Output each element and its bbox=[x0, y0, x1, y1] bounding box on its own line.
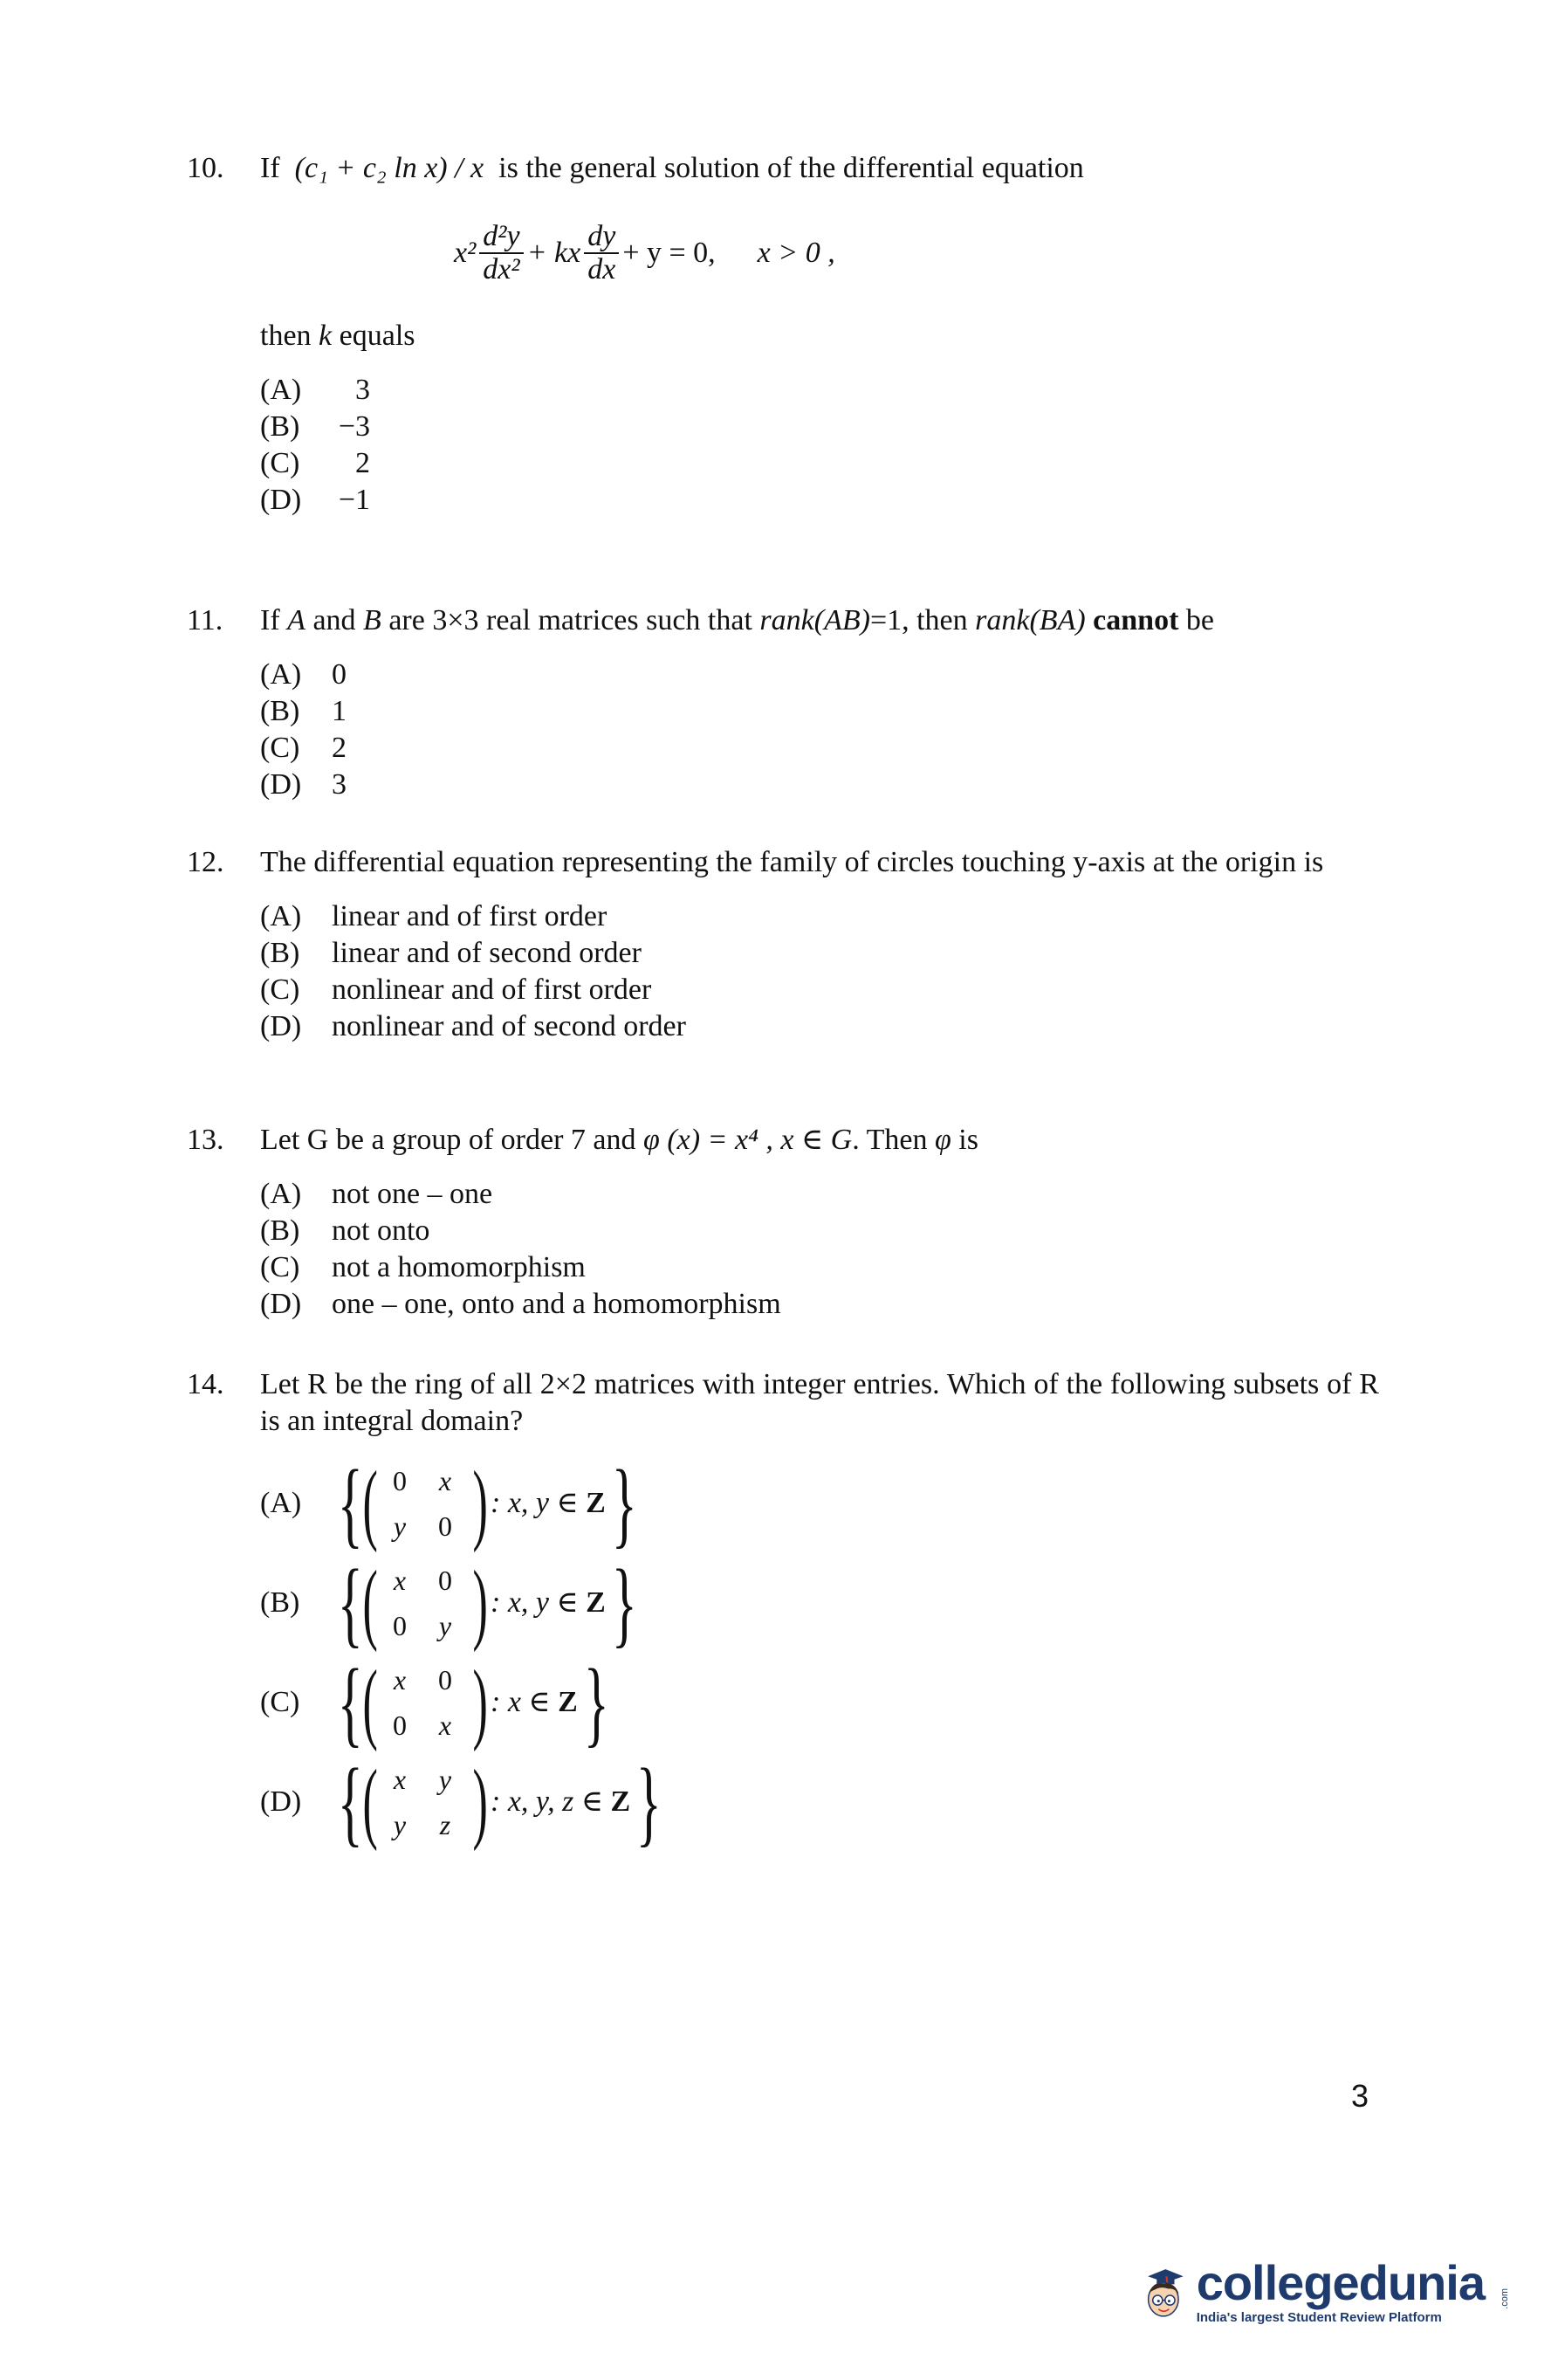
question-stem: If (c₁ + c₂ ln x) / x is the general solution of the differential equation bbox=[260, 152, 1084, 184]
options-list bbox=[260, 1176, 1379, 1323]
option-d[interactable]: (D) −1 bbox=[260, 484, 370, 516]
option-c[interactable]: (C) 2 bbox=[260, 447, 370, 479]
option-a[interactable]: (A) 0 bbox=[260, 658, 347, 691]
option-b[interactable]: (B) not onto bbox=[260, 1214, 430, 1247]
set-expression: { ( x 0 0 x ) : x ∈ Z } bbox=[337, 1649, 609, 1756]
options-list bbox=[260, 372, 1379, 519]
set-expression: { ( 0 x y 0 ) : x, y ∈ Z } bbox=[337, 1450, 637, 1557]
question-stem: Let G be a group of order 7 and φ (x) = x⁴ , x ∈ G. Then φ is bbox=[260, 1124, 978, 1156]
options-list bbox=[260, 1450, 1379, 1855]
question-number: 10. bbox=[187, 152, 224, 184]
set-expression: { ( x 0 0 y ) : x, y ∈ Z } bbox=[337, 1550, 637, 1656]
options-list bbox=[260, 657, 1379, 803]
option-b[interactable]: (B) { ( x 0 0 y ) : x, y ∈ Z } bbox=[260, 1550, 637, 1656]
option-d[interactable]: (D) one – one, onto and a homomorphism bbox=[260, 1288, 781, 1320]
matrix: 0 x y 0 bbox=[393, 1465, 452, 1542]
matrix: x 0 0 y bbox=[393, 1565, 452, 1641]
phi-expression: φ (x) = x⁴ , x ∈ G bbox=[643, 1124, 853, 1156]
fraction-d2y-dx2: $\frac{\text{d²y}}{\text{dx²}}$ bbox=[479, 221, 523, 285]
option-b[interactable]: (B) −3 bbox=[260, 410, 370, 443]
question-stem: Let R be the ring of all 2×2 matrices with integer entries. Which of the following subsets of R is an integral domain? bbox=[260, 1368, 1379, 1437]
option-d[interactable]: (D) 3 bbox=[260, 768, 347, 801]
question-then: then k equals bbox=[260, 320, 415, 352]
options-list bbox=[260, 898, 1379, 1045]
question-body bbox=[260, 1366, 1379, 1855]
option-a[interactable]: (A) not one – one bbox=[260, 1178, 493, 1210]
differential-equation: x² $\frac{\text{d²y}}{\text{dx²}}$ + kx $\frac{dy}{dx}$ + y = 0, x > 0 , bbox=[454, 220, 835, 285]
set-expression: { ( x y y z ) : x, y, z ∈ Z } bbox=[337, 1749, 662, 1855]
option-d[interactable]: (D) { ( x y y z ) : x, y, z ∈ Z } bbox=[260, 1749, 662, 1855]
matrix: x y y z bbox=[393, 1764, 452, 1840]
mascot-icon bbox=[1139, 2235, 1188, 2349]
option-d[interactable]: (D) nonlinear and of second order bbox=[260, 1010, 686, 1042]
question-body bbox=[260, 150, 1379, 519]
option-c[interactable]: (C) nonlinear and of first order bbox=[260, 973, 652, 1006]
solution-expression: (c₁ + c₂ ln x) / x bbox=[294, 152, 484, 184]
option-a[interactable]: (A) 3 bbox=[260, 374, 370, 406]
question-number: 13. bbox=[187, 1124, 224, 1156]
page-number: 3 bbox=[1351, 2078, 1369, 2114]
logo-com: .com bbox=[1500, 2288, 1510, 2309]
question-stem: The differential equation representing the family of circles touching y-axis at the origin is bbox=[260, 846, 1324, 878]
option-c[interactable]: (C) not a homomorphism bbox=[260, 1251, 586, 1283]
option-c[interactable]: (C) { ( x 0 0 x ) : x ∈ Z } bbox=[260, 1649, 609, 1756]
question-number: 12. bbox=[187, 846, 224, 878]
logo-tagline: India's largest Student Review Platform bbox=[1196, 2310, 1442, 2325]
logo-wordmark: collegedunia bbox=[1196, 2255, 1485, 2310]
question-stem: If A and B are 3×3 real matrices such that rank(AB)=1, then rank(BA) cannot be bbox=[260, 604, 1214, 636]
collegedunia-logo[interactable] bbox=[1139, 2235, 1523, 2349]
option-b[interactable]: (B) 1 bbox=[260, 695, 347, 727]
question-number: 11. bbox=[187, 604, 223, 636]
question-number: 14. bbox=[187, 1368, 224, 1400]
question-body bbox=[260, 602, 1379, 803]
question-body bbox=[260, 844, 1379, 1045]
option-c[interactable]: (C) 2 bbox=[260, 732, 347, 764]
option-a[interactable]: (A) { ( 0 x y 0 ) : x, y ∈ Z } bbox=[260, 1450, 637, 1557]
question-body bbox=[260, 1122, 1379, 1323]
option-b[interactable]: (B) linear and of second order bbox=[260, 937, 642, 969]
fraction-dy-dx: $\frac{dy}{dx}$ bbox=[584, 221, 619, 285]
option-a[interactable]: (A) linear and of first order bbox=[260, 900, 607, 932]
matrix: x 0 0 x bbox=[393, 1664, 452, 1741]
